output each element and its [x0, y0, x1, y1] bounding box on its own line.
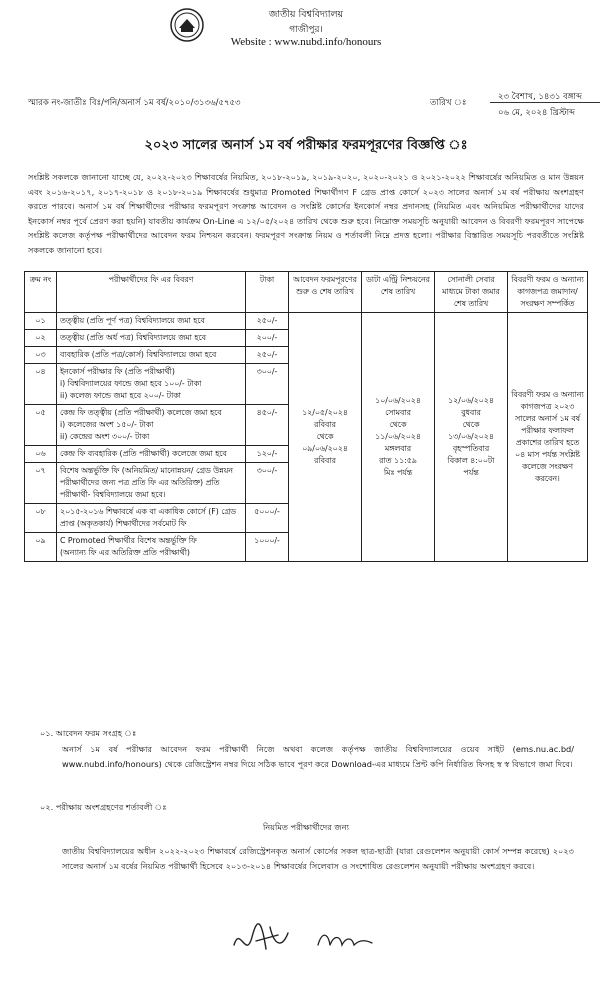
row-desc-block — [57, 405, 246, 446]
row-desc: C Promoted শিক্ষার্থীর বিশেষ অন্তর্ভুক্তি ফি — [60, 536, 197, 545]
row-amount: ১২০/- — [246, 446, 289, 463]
intro-paragraph: সংশ্লিষ্ট সকলকে জানানো যাচ্ছে যে, ২০২২-২০২৩ শিক্ষাবর্ষের নিয়মিত, ২০১৮-২০১৯, ২০১৯-২০২০, ২০২০-২০২১ ও ২০২১-২০২২ শিক্ষাবর্ষের অনিয়মিত ও মান উন্নয়ন এবং ২০১৬-২০১৭, ২০১৭-২০১৮ ও ২০১৮-২০১৯ শিক্ষাবর্ষের শুধুমাত্র Promoted শিক্ষার্থীগণ F গ্রেড প্রাপ্ত কোর্সে ২০২৩ সালের অনার্স ১ম বর্ষ পরীক্ষায় অংশগ্রহণ করতে পারবে। অনার্স ১ম বর্ষ শিক্ষার্থীদের পরীক্ষার ফরমপূরণ সংক্রান্ত আবেদন ও সংশ্লিষ্ট কোর্সের ইনকোর্স নম্বর প্রদানসহ (নিয়মিত এবং অনিয়মিত পরীক্ষার্থীদের যাদের ইনকোর্স নম্বর পূর্বে প্রেরণ করা হয়নি) যাবতীয় কার্যক্রম On-Line এ ১২/০৫/২০২৪ তারিখ থেকে শুরু হবে। নিম্নোক্ত সময়সূচি অনুযায়ী আবেদন ও বিবরণী ফরমপূরণ সাপেক্ষে সংশ্লিষ্ট কলেজ কর্তৃপক্ষ পরীক্ষার্থীদের আবেদন ফরম নিশ্চয়ন করবেন। ফরমপূরণ সংক্রান্ত নিয়ম ও শর্তাবলী নিম্নে প্রদত্ত হলো। পরীক্ষার বিস্তারিত সময়সূচি পরবর্তীতে সংশ্লিষ্ট সকলকে জানানো হবে। — [28, 172, 584, 255]
date-english: ০৬ মে, ২০২৪ খ্রিস্টাব্দ — [498, 108, 576, 118]
data-entry-end: ১১/০৬/২০২৪ — [375, 432, 421, 441]
row-desc: ব্যবহারিক (প্রতি পত্র/কোর্স) বিশ্ববিদ্যালয়ে জমা হবে — [57, 347, 246, 364]
row-amount: ৩০০/- — [246, 463, 289, 504]
row-sub2: ii) কেন্দ্রের অংশ ৩০০/- টাকা — [60, 432, 150, 441]
row-desc-block — [57, 364, 246, 405]
section2-text: জাতীয় বিশ্ববিদ্যালয়ের অধীন ২০২২-২০২৩ শিক্ষাবর্ষে রেজিস্ট্রেশনকৃত অনার্স কোর্সের সকল ছাত্র-ছাত্রী (যারা রেগুলেশন অনুযায়ী কোর্স সম্পন্ন করেছে) ২০২৩ সালের অনার্স ১ম বর্ষের নিয়মিত পরীক্ষার্থী হিসেবে ২০১৩-২০১৪ শিক্ষাবর্ষের সিলেবাস ও সংশোধিত রেগুলেশন অনুযায়ী পরীক্ষায় অংশগ্রহণ করবে। — [62, 846, 574, 871]
date-label: তারিখ ঃ — [430, 98, 467, 108]
header-apply: আবেদন ফরমপূরণের শুরু ও শেষ তারিখ — [289, 272, 362, 313]
apply-start-day: রবিবার — [314, 420, 336, 429]
section1-text: অনার্স ১ম বর্ষ পরীক্ষার আবেদন ফরম পরীক্ষার্থী নিজে অথবা কলেজ কর্তৃপক্ষ জাতীয় বিশ্ববিদ্যালয়ের ওয়েব সাইট (ems.nu.ac.bd/ www.nubd.info/honours) থেকে রেজিস্ট্রেশন নম্বর দিয়ে সঠিক ভাবে পূরণ করে Download-এর মাধ্যমে প্রিন্ট কপি নির্ধারিত ফিসহ স্ব স্ব বিভাগে জমা দিবে। — [62, 744, 574, 769]
deposit-from: থেকে — [462, 420, 480, 429]
row-amount: ৫০০০/- — [246, 504, 289, 533]
deposit-end-day: বৃহস্পতিবার — [452, 444, 490, 453]
deposit-dates-cell — [435, 313, 508, 562]
row-desc: কেন্দ্র ফি ব্যবহারিক (প্রতি পরীক্ষার্থী) কলেজে জমা হবে — [57, 446, 246, 463]
section2-subheading: নিয়মিত পরীক্ষার্থীদের জন্য — [262, 822, 350, 832]
header-desc: পরীক্ষার্থীদের ফি এর বিবরণ — [57, 272, 246, 313]
data-entry-start-day: সোমবার — [385, 408, 411, 417]
apply-dates-cell — [289, 313, 362, 562]
data-entry-from: থেকে — [389, 420, 407, 429]
data-entry-time: রাত ১১:৫৯ — [379, 456, 417, 465]
row-sl: ০৫ — [25, 405, 57, 446]
row-amount: ২৫০/- — [246, 347, 289, 364]
row-sl: ০৬ — [25, 446, 57, 463]
data-entry-end-day: মঙ্গলবার — [384, 444, 412, 453]
university-name: জাতীয় বিশ্ববিদ্যালয় — [268, 9, 344, 20]
table-row — [25, 313, 588, 330]
deposit-end: ১৩/০৬/২০২৪ — [448, 432, 494, 441]
data-entry-start: ১০/০৬/২০২৪ — [375, 396, 421, 405]
row-sl: ০৩ — [25, 347, 57, 364]
date-bangla: ২৩ বৈশাখ, ১৪৩১ বঙ্গাব্দ — [498, 92, 582, 102]
row-desc: ইনকোর্স পরীক্ষার ফি (প্রতি পরীক্ষার্থী) — [60, 367, 175, 376]
deposit-start-day: বুধবার — [461, 408, 481, 417]
header-data-entry: ডাটা এন্ট্রি নিশ্চয়নের শেষ তারিখ — [362, 272, 435, 313]
row-sub2: ii) কলেজ ফান্ডে জমা হবে ২০০/- টাকা — [60, 391, 181, 400]
row-sl: ০৪ — [25, 364, 57, 405]
row-desc: তত্ত্বীয় (প্রতি অর্ধ পত্র) বিশ্ববিদ্যালয়ে জমা হবে — [57, 330, 246, 347]
row-sub1: (অন্যান্য ফি এর অতিরিক্ত প্রতি পরীক্ষার্থী) — [60, 548, 190, 557]
header-sl: ক্রম নং — [25, 272, 57, 313]
row-amount: ৪৫০/- — [246, 405, 289, 446]
row-desc: তত্ত্বীয় (প্রতি পূর্ণ পত্র) বিশ্ববিদ্যালয়ে জমা হবে — [57, 313, 246, 330]
apply-end-day: রবিবার — [314, 456, 336, 465]
row-sl: ০৮ — [25, 504, 57, 533]
fee-schedule-table — [24, 271, 588, 562]
row-sl: ০২ — [25, 330, 57, 347]
university-city: গাজীপুর। — [289, 25, 323, 35]
row-desc-block — [57, 533, 246, 562]
header-docs: বিবরণী ফরম ও অন্যান্য কাগজপত্র জমাদান/সংরক্ষণ সম্পর্কিত — [508, 272, 588, 313]
header-amount: টাকা — [246, 272, 289, 313]
row-sl: ০৯ — [25, 533, 57, 562]
apply-start: ১২/০৫/২০২৪ — [302, 408, 348, 417]
apply-from: থেকে — [316, 432, 334, 441]
row-amount: ৩০০/- — [246, 364, 289, 405]
row-sl: ০৭ — [25, 463, 57, 504]
row-amount: ২০০/- — [246, 330, 289, 347]
table-header-row — [25, 272, 588, 313]
row-sub1: i) কলেজের অংশ ১৫০/- টাকা — [60, 420, 154, 429]
row-amount: ২৫০/- — [246, 313, 289, 330]
section1-heading: ০১. আবেদন ফরম সংগ্রহ ঃ — [40, 728, 137, 738]
apply-end: ০৯/০৬/২০২৪ — [302, 444, 348, 453]
deposit-start: ১২/০৬/২০২৪ — [448, 396, 494, 405]
row-sub1: i) বিশ্ববিদ্যালয়ের ফান্ডে জমা হবে ১০০/- টাকা — [60, 379, 202, 388]
docs-note-cell: বিবরণী ফরম ও অন্যান্য কাগজপত্র ২০২৩ সালের অনার্স ১ম বর্ষ পরীক্ষার ফলাফল প্রকাশের তারিখ হতে ০৪ মাস পর্যন্ত সংশ্লিষ্ট কলেজে সংরক্ষণ করবেন। — [508, 313, 588, 562]
header-deposit: সোনালী সেবার মাধ্যমে টাকা জমার শেষ তারিখ — [435, 272, 508, 313]
row-desc: কেন্দ্র ফি তত্ত্বীয় (প্রতি পরীক্ষার্থী) কলেজে জমা হবে — [60, 408, 222, 417]
row-desc: বিশেষ অন্তর্ভুক্তি ফি (অনিয়মিত/ মানোন্নয়ন/ গ্রেড উন্নয়ন পরীক্ষার্থীদের জন্য পত্র প্রতি ফি এর অতিরিক্ত) প্রতি পরীক্ষার্থী- বিশ্ববিদ্যালয়ে জমা হবে। — [57, 463, 246, 504]
website-line: Website : www.nubd.info/honours — [230, 36, 382, 48]
row-sl: ০১ — [25, 313, 57, 330]
memo-number: স্মারক নং-জাতীঃ বিঃ/পনি/অনার্স ১ম বর্ষ/২০১০/৩১৩৬/৫৭৫৩ — [28, 98, 241, 108]
data-entry-suffix: মিঃ পর্যন্ত — [383, 468, 413, 477]
row-amount: ১০০০/- — [246, 533, 289, 562]
section2-heading: ০২. পরীক্ষায় অংশগ্রহণের শর্তাবলী ঃ — [40, 802, 167, 812]
row-desc: ২০১৫-২০১৬ শিক্ষাবর্ষে এক বা একাধিক কোর্সে (F) গ্রেড প্রাপ্ত (অকৃতকার্য) শিক্ষার্থীদের সর্বমোট ফি — [57, 504, 246, 533]
data-entry-dates-cell — [362, 313, 435, 562]
date-divider — [490, 102, 600, 103]
deposit-time: বিকাল ৪:০০টা — [447, 456, 495, 465]
deposit-suffix: পর্যন্ত — [463, 468, 479, 477]
signatures — [226, 915, 406, 965]
notice-title: ২০২৩ সালের অনার্স ১ম বর্ষ পরীক্ষার ফরমপূরণের বিজ্ঞপ্তি ঃ — [144, 138, 468, 153]
